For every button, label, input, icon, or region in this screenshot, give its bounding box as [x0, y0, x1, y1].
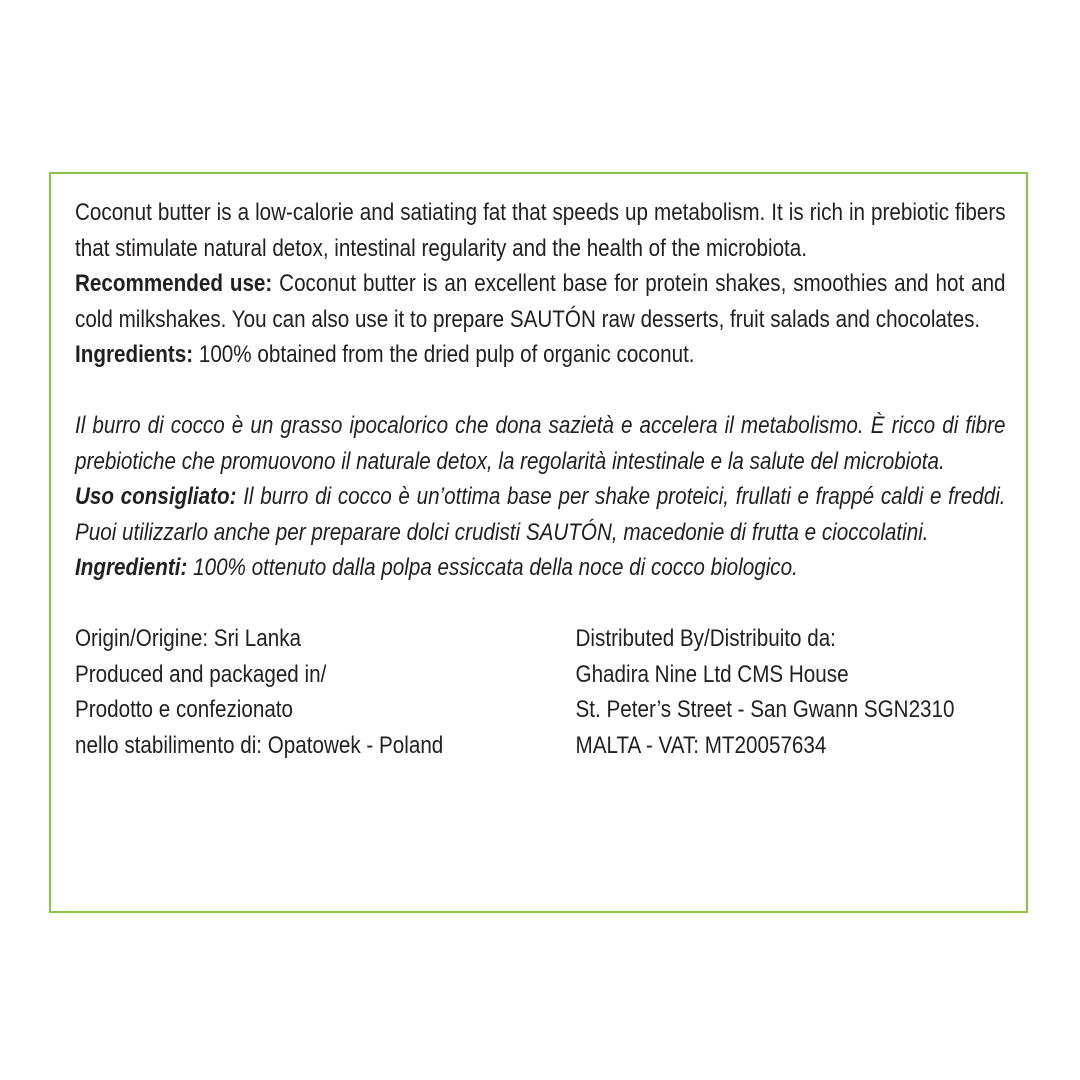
english-use-label: Recommended use:	[75, 270, 273, 297]
section-spacer	[75, 586, 1006, 622]
english-ingredients	[75, 337, 1006, 373]
english-recommended-use	[75, 266, 1006, 337]
italian-description-text: Il burro di cocco è un grasso ipocalorico che dona sazietà e accelera il metabolismo. È ricco di fibre prebiotiche che promuovono il naturale detox, la regolarità intestinale e la salute del microbiota.	[75, 412, 1006, 475]
italian-ingredients	[75, 550, 1006, 586]
italian-use-label: Uso consigliato:	[75, 483, 237, 510]
distributor-line: Distributed By/Distribuito da:	[575, 625, 836, 652]
origin-block	[75, 621, 443, 763]
italian-recommended-use	[75, 479, 1006, 550]
label-content	[75, 195, 1006, 763]
origin-line: Origin/Origine: Sri Lanka	[75, 625, 301, 652]
english-description-text: Coconut butter is a low-calorie and satiating fat that speeds up metabolism. It is rich in prebiotic fibers that stimulate natural detox, intestinal regularity and the health of the microbiota.	[75, 199, 1006, 262]
english-description	[75, 195, 1006, 266]
distributor-block	[576, 621, 955, 763]
english-ingredients-text: 100% obtained from the dried pulp of organic coconut.	[193, 341, 695, 368]
section-spacer	[75, 373, 1006, 409]
origin-line: Prodotto e confezionato	[75, 696, 294, 723]
italian-ingredients-label: Ingredienti:	[75, 554, 188, 581]
distributor-line: Ghadira Nine Ltd CMS House	[575, 660, 849, 688]
english-ingredients-label: Ingredients:	[75, 341, 194, 368]
italian-ingredients-text: 100% ottenuto dalla polpa essiccata della noce di cocco biologico.	[187, 554, 798, 581]
origin-line: Produced and packaged in/	[75, 660, 327, 688]
italian-description	[75, 408, 1006, 479]
italian-use-text: Il burro di cocco è un’ottima base per shake proteici, frullati e frappé caldi e freddi. Puoi utilizzarlo anche per preparare dolci crudisti SAUTÓN, macedonie di frutta e cioccolatini.	[75, 483, 1006, 546]
distributor-line: St. Peter’s Street - San Gwann SGN2310	[575, 696, 955, 723]
english-use-text: Coconut butter is an excellent base for protein shakes, smoothies and hot and cold milkshakes. You can also use it to prepare SAUTÓN raw desserts, fruit salads and chocolates.	[75, 270, 1006, 333]
distributor-line: MALTA - VAT: MT20057634	[575, 731, 827, 759]
footer-info	[75, 621, 1006, 763]
origin-line: nello stabilimento di: Opatowek - Poland	[75, 731, 444, 759]
